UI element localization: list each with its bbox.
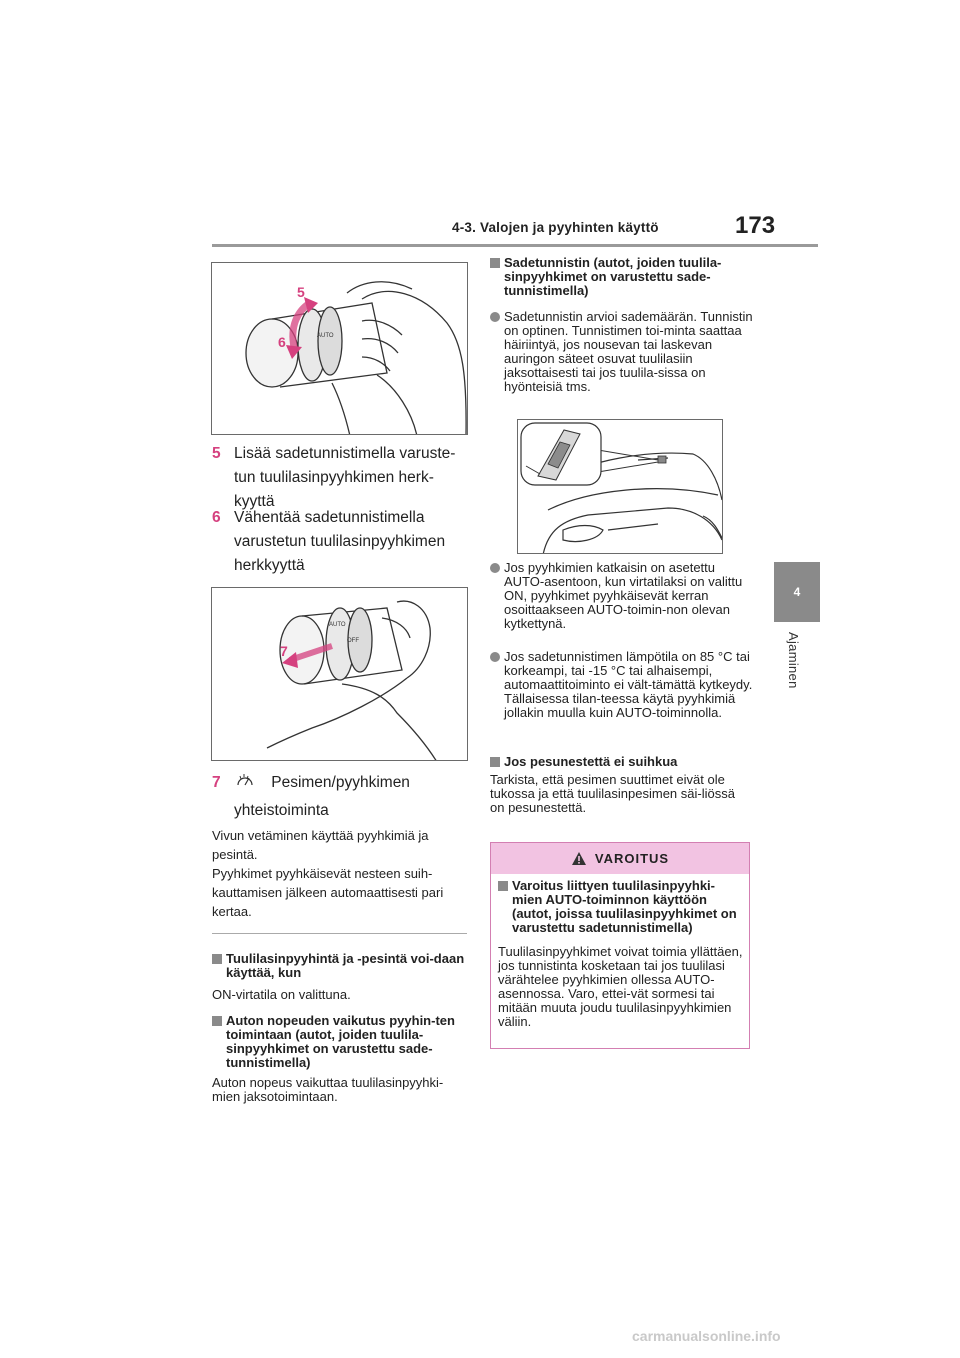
heading-rain-sensor-text: Sadetunnistin (autot, joiden tuulila-sinpyyhkimet on varustettu sade-tunnistimella) (504, 255, 722, 298)
washer-check-paragraph: Tarkista, että pesimen suuttimet eivät ole tukossa ja että tuulilasinpesimen säi-liössä on pesunestettä. (490, 772, 735, 815)
heading-vehicle-speed-text: Auton nopeuden vaikutus pyyhin-ten toimintaan (autot, joiden tuulila-sinpyyhkimet on varustettu sade-tunnistimella) (226, 1013, 455, 1070)
heading-square-bullet (212, 1016, 222, 1026)
heading-vehicle-speed (226, 1014, 468, 1070)
lever-pull-illustration (212, 588, 468, 761)
callout-6: 6 (278, 334, 286, 350)
pull-lever-paragraph: Vivun vetäminen käyttää pyyhkimiä ja pesintä. (212, 828, 429, 862)
step-7-text: Pesimen/pyyhkimen (271, 774, 410, 791)
heading-square-bullet (212, 954, 222, 964)
watermark: carmanualsonline.info (632, 1328, 781, 1344)
bullet-temperature-text: Jos sadetunnistimen lämpötila on 85 °C tai korkeampi, tai -15 °C tai alhaisempi, automaattitoiminto ei vält-tämättä kytkeydy. Tällaisessa tilan-teessa käytä pyyhkimiä jollakin muulla kuin AUTO-toiminnolla. (504, 649, 753, 720)
step-5 (212, 442, 474, 514)
step-6-text: Vähentää sadetunnistimella varustetun tuulilasinpyyhkimen herkkyyttä (234, 509, 446, 574)
warning-box (490, 842, 750, 1049)
warning-title: VAROITUS (594, 851, 670, 866)
round-bullet (490, 652, 500, 662)
warning-triangle-icon (571, 851, 587, 866)
heading-rain-sensor (504, 256, 754, 298)
fig2-switch-label-off: OFF (347, 638, 359, 644)
heading-square-bullet (490, 757, 500, 767)
section-title: 4-3. Valojen ja pyyhinten käyttö (452, 220, 659, 235)
figure-switch-rotate (211, 262, 468, 435)
step-7 (212, 771, 476, 795)
step-6 (212, 506, 474, 578)
callout-5: 5 (297, 284, 305, 300)
chapter-name: Ajaminen (786, 632, 801, 689)
fig2-switch-label-auto: AUTO (329, 622, 346, 628)
washer-wiper-icon (236, 773, 254, 789)
chapter-number: 4 (793, 585, 801, 599)
warning-heading-text: Varoitus liittyen tuulilasinpyyhki-mien AUTO-toiminnon käyttöön (autot, joissa tuulilasinpyyhkimet on varustettu sadetunnistimella) (512, 878, 737, 935)
header-rule (212, 244, 818, 247)
warning-body: Tuulilasinpyyhkimet voivat toimia yllättäen, jos tunnistinta kosketaan tai jos tuulilasi värähtelee pyyhkimien ollessa AUTO-asennossa. Varo, ettei-vät sormesi tai mitään muuta joudu tuulilasinpyyhkimien väliin. (498, 944, 743, 1029)
figure-lever-pull (211, 587, 468, 761)
bullet-auto-position (504, 561, 754, 631)
section-divider (212, 933, 467, 934)
heading-usable-when-text: Tuulilasinpyyhintä ja -pesintä voi-daan käyttää, kun (226, 951, 465, 980)
wipe-after-spray-paragraph: Pyyhkimet pyyhkäisevät nesteen suih-kauttamisen jälkeen automaattisesti pari kertaa. (212, 866, 444, 919)
step-7-number: 7 (212, 774, 221, 791)
chapter-tab (774, 562, 820, 622)
step-7-text-cont: yhteistoiminta (234, 802, 329, 819)
heading-no-washer-fluid-text: Jos pesunestettä ei suihkua (504, 754, 678, 769)
page-number: 173 (735, 212, 776, 239)
bullet-rain-sensor (504, 310, 754, 394)
heading-usable-when (226, 952, 466, 980)
step-7-line (236, 771, 476, 795)
switch-rotate-illustration (212, 263, 468, 435)
heading-square-bullet (498, 881, 508, 891)
callout-7: 7 (280, 643, 288, 659)
step-5-text: Lisää sadetunnistimella varuste-tun tuulilasinpyyhkimen herk-kyyttä (234, 445, 456, 510)
warning-heading (512, 879, 744, 935)
round-bullet (490, 563, 500, 573)
figure-rain-sensor (517, 419, 723, 554)
bullet-temperature (504, 650, 754, 720)
rain-sensor-illustration (518, 420, 723, 554)
fig1-switch-label: AUTO (317, 333, 334, 339)
bullet-rain-sensor-text: Sadetunnistin arvioi sademäärän. Tunnistin on optinen. Tunnistimen toi-minta saattaa häiriintyä, jos nousevan tai laskevan auringon säteet osuvat tuulilasiin jaksottaisesti tai jos tuulila-sissa on hyönteisiä tms. (504, 309, 753, 394)
heading-square-bullet (490, 258, 500, 268)
step-5-number: 5 (212, 445, 221, 462)
round-bullet (490, 312, 500, 322)
bullet-auto-position-text: Jos pyyhkimien katkaisin on asetettu AUTO-asentoon, kun virtatilaksi on valittu ON, pyyhkimet pyyhkäisevät kerran osoittaakseen AUTO-toimin-non olevan kytkettynä. (504, 560, 743, 631)
vehicle-speed-paragraph: Auton nopeus vaikuttaa tuulilasinpyyhki-mien jaksotoimintaan. (212, 1075, 444, 1104)
warning-header (491, 843, 749, 874)
on-mode-paragraph: ON-virtatila on valittuna. (212, 987, 351, 1002)
step-6-number: 6 (212, 509, 221, 526)
heading-no-washer-fluid (504, 755, 754, 769)
